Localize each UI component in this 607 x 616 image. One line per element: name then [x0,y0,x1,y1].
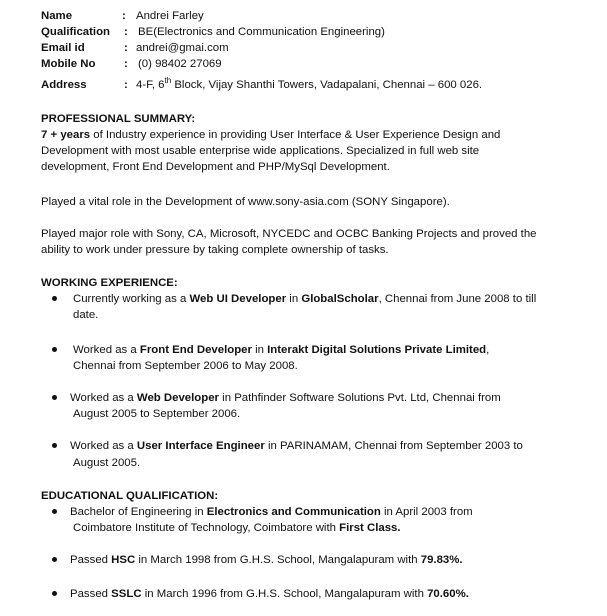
address-colon: : [124,79,128,91]
exp2-role: Front End Developer [139,344,252,356]
summary-heading: PROFESSIONAL SUMMARY: [41,113,196,125]
exp2-text-c: , [486,344,490,356]
education-item-3 [70,586,469,602]
name-value: Andrei Farley [136,10,204,22]
summary-line-3: development, Front End Development and PHP/MySql Development. [41,161,390,173]
edu1-line2-text: Coimbatore Institute of Technology, Coimbatore with [73,522,340,534]
email-colon: : [124,42,128,54]
bullet-dot [52,395,57,400]
edu3-text-a: Passed [70,588,112,600]
bullet-dot [52,509,57,514]
exp4-text-a: Worked as a [70,440,137,452]
edu1-text-b: in April 2003 from [380,506,473,518]
exp1-text-a: Currently working as a [73,293,190,305]
exp4-text-b: in PARINAMAM, Chennai from September 2003 to [264,440,523,452]
experience-item-1-line-2: date. [73,309,99,321]
bullet-dot [52,443,57,448]
bullet-dot [52,347,57,352]
education-item-2 [70,552,463,568]
bullet-dot [52,591,57,596]
qualification-label: Qualification [41,26,110,38]
experience-heading: WORKING EXPERIENCE: [41,277,178,289]
edu3-bold2: 70.60%. [427,588,469,600]
exp1-text-c: , Chennai from June 2008 to till [378,293,537,305]
experience-item-3-line-1 [70,390,501,406]
experience-item-3-line-2: August 2005 to September 2006. [73,408,241,420]
email-value: andrei@gmai.com [136,42,229,54]
edu1-bold: Electronics and Communication [206,506,381,518]
name-label: Name [41,10,73,22]
exp1-text-b: in [286,293,302,305]
summary-line-2: Development with most usable enterprise wide applications. Specialized in full web site [41,145,480,157]
mobile-value: (0) 98402 27069 [138,58,222,70]
education-item-1-line-1 [70,504,473,520]
address-sup: th [164,76,172,86]
exp1-company: GlobalScholar [301,293,379,305]
mobile-colon: : [124,58,128,70]
experience-item-2-line-2: Chennai from September 2006 to May 2008. [73,360,298,372]
edu2-bold1: HSC [111,554,136,566]
address-suffix: Block, Vijay Shanthi Towers, Vadapalani, Chennai – 600 026. [171,79,483,91]
edu2-bold2: 79.83%. [420,554,463,566]
summary-paragraph-3-line-2: ability to work under pressure by taking complete ownership of tasks. [41,244,389,256]
experience-item-2-line-1 [73,342,489,358]
education-item-1-line-2 [73,520,401,536]
bullet-dot [52,296,57,301]
experience-item-1-line-1 [73,291,536,307]
edu1-text-a: Bachelor of Engineering in [70,506,207,518]
email-label: Email id [41,42,85,54]
mobile-label: Mobile No [41,58,96,70]
summary-paragraph-2: Played a vital role in the Development of www.sony-asia.com (SONY Singapore). [41,196,450,208]
experience-item-4-line-2: August 2005. [73,457,141,469]
exp4-role: User Interface Engineer [136,440,265,452]
bullet-dot [52,557,57,562]
exp2-text-b: in [251,344,268,356]
exp2-text-a: Worked as a [73,344,140,356]
edu3-bold1: SSLC [111,588,142,600]
exp3-text-b: in Pathfinder Software Solutions Pvt. Ltd, Chennai from [219,392,501,404]
exp3-text-a: Worked as a [70,392,137,404]
edu1-line2-bold: First Class. [339,522,401,534]
address-prefix: 4-F, 6 [136,79,165,91]
qualification-colon: : [124,26,128,38]
address-value [136,77,482,93]
name-colon: : [122,10,126,22]
summary-paragraph-3-line-1: Played major role with Sony, CA, Microsoft, NYCEDC and OCBC Banking Projects and proved the [41,228,537,240]
exp1-role: Web UI Developer [189,293,287,305]
years-bold: 7 + years [41,129,91,141]
education-heading: EDUCATIONAL QUALIFICATION: [41,490,219,502]
summary-line-1 [41,127,500,143]
summary-line-1-text: of Industry experience in providing User Interface & User Experience Design and [90,129,501,141]
address-label: Address [41,79,87,91]
exp2-company: Interakt Digital Solutions Private Limited [267,344,487,356]
qualification-value: BE(Electronics and Communication Engineering) [138,26,385,38]
edu3-text-b: in March 1996 from G.H.S. School, Mangalapuram with [141,588,428,600]
edu2-text-a: Passed [70,554,112,566]
edu2-text-b: in March 1998 from G.H.S. School, Mangalapuram with [135,554,421,566]
exp3-role: Web Developer [136,392,219,404]
experience-item-4-line-1 [70,438,523,454]
